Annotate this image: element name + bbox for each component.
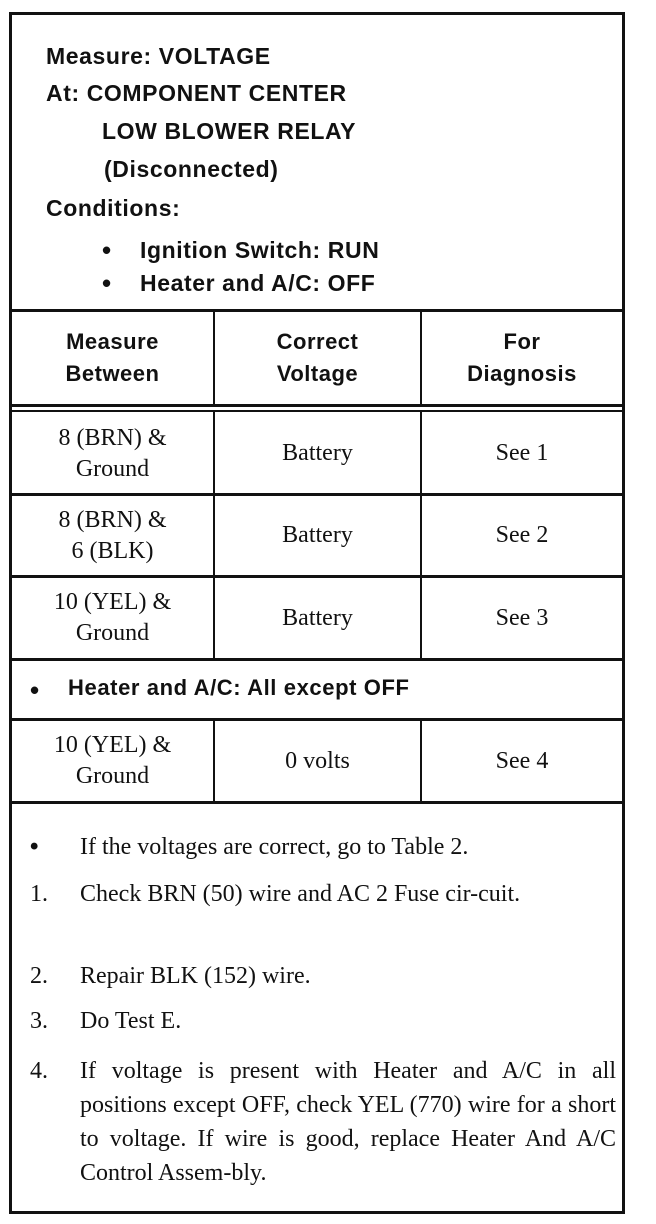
column-header-row: [12, 312, 622, 407]
diagnosis-cell: See 1: [495, 440, 549, 466]
note-number: 3.: [30, 1008, 48, 1034]
note-text: Repair BLK (152) wire.: [80, 963, 311, 989]
cell-text: 6 (BLK): [71, 537, 154, 564]
diagnosis-cell: See 3: [495, 604, 549, 631]
cell-text: Ground: [75, 620, 150, 646]
column-header-text: Measure: [66, 329, 159, 354]
cell-text: Ground: [75, 763, 150, 789]
column-header-for-diagnosis: [422, 312, 622, 404]
condition-1: Ignition Switch: RUN: [140, 237, 380, 263]
note-number: 1.: [30, 881, 48, 907]
table-row: [12, 496, 622, 578]
cell-text: 8 (BRN) &: [58, 506, 167, 533]
note-text: Check BRN (50) wire and AC 2 Fuse cir-cuit.: [80, 881, 521, 907]
cell-text: 10 (YEL) &: [53, 732, 172, 758]
note-text: Do Test E.: [80, 1008, 182, 1034]
note-number: 4.: [30, 1058, 48, 1084]
column-header-text: Diagnosis: [467, 361, 577, 386]
cell-text: 10 (YEL) &: [53, 589, 172, 615]
table-row: [12, 414, 622, 496]
bullet-icon: •: [102, 268, 112, 298]
diagnosis-cell: See 2: [495, 522, 549, 548]
note-number: 2.: [30, 963, 48, 989]
correct-voltage-cell: 0 volts: [285, 747, 350, 774]
table-row: [12, 578, 622, 661]
measure-between-cell: [12, 414, 213, 493]
table-row: [12, 721, 622, 804]
conditions-label: Conditions:: [46, 195, 181, 221]
bullet-icon: •: [30, 833, 39, 860]
cell-text: Ground: [75, 455, 150, 482]
cell-text: 8 (BRN) &: [58, 424, 167, 451]
column-header-text: Between: [65, 361, 160, 386]
note-text: If the voltages are correct, go to Table 2.: [80, 834, 469, 860]
correct-voltage-cell: Battery: [282, 440, 353, 466]
column-header-measure-between: [12, 312, 213, 404]
measure-between-cell: [12, 721, 213, 801]
column-header-text: Correct: [276, 329, 359, 354]
column-header-text: For: [503, 329, 541, 354]
diagnosis-notes: [12, 804, 622, 1211]
test-header: [12, 15, 622, 312]
bullet-icon: •: [102, 235, 112, 265]
component-state: (Disconnected): [104, 156, 279, 182]
column-header-correct-voltage: [215, 312, 420, 404]
measure-line: Measure: VOLTAGE: [46, 43, 271, 69]
diagnostic-test-table: [9, 12, 625, 1214]
bullet-icon: •: [30, 675, 40, 705]
column-header-text: Voltage: [276, 361, 359, 386]
condition-text: Heater and A/C: All except OFF: [68, 675, 410, 700]
condition-2: Heater and A/C: OFF: [140, 270, 376, 296]
correct-voltage-cell: Battery: [282, 522, 353, 548]
correct-voltage-cell: Battery: [282, 604, 353, 631]
measure-between-cell: [12, 496, 213, 575]
diagnosis-cell: See 4: [495, 747, 549, 774]
component-name: LOW BLOWER RELAY: [102, 118, 357, 144]
measure-between-cell: [12, 578, 213, 658]
condition-row: [12, 661, 622, 721]
location-line: At: COMPONENT CENTER: [46, 80, 347, 106]
note-text: If voltage is present with Heater and A/C in all positions except OFF, check YEL (770) wire for a short to voltage. If wire is good, replace Heater And A/C Control Assem-bly.: [80, 1058, 616, 1186]
